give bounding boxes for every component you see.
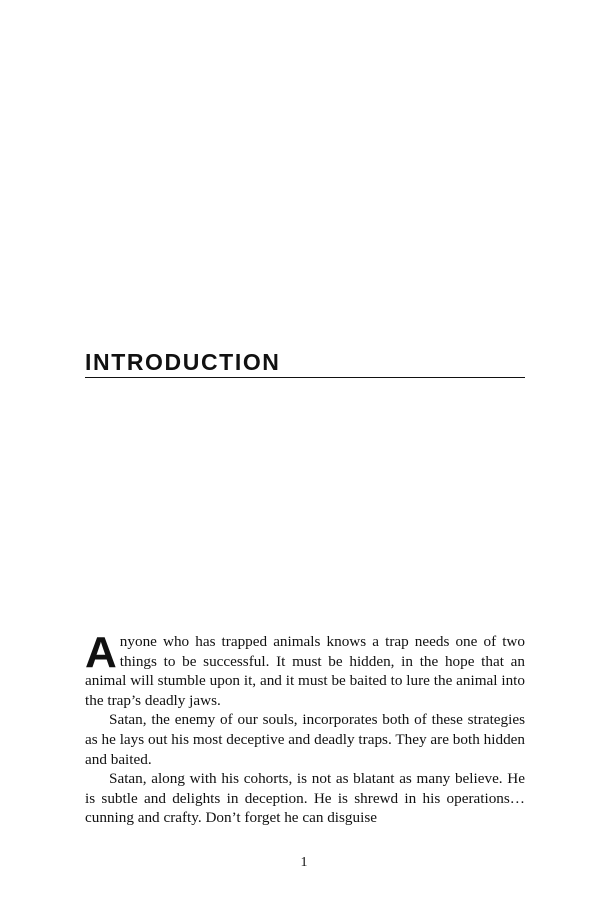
chapter-title: INTRODUCTION: [85, 349, 281, 375]
paragraph-1-text: nyone who has trapped animals knows a trap needs one of two things to be successful. It must be hidden, in the hope that an animal will stumble upon it, and it must be baited to lure the animal into the trap’s deadly jaws.: [85, 633, 525, 709]
paragraph-1: [85, 628, 525, 710]
drop-cap: A: [85, 628, 117, 677]
body-text: [85, 628, 525, 828]
page-number: 1: [300, 855, 308, 870]
title-underline-rule: [85, 377, 525, 378]
paragraph-2: Satan, the enemy of our souls, incorporates both of these strategies as he lays out his most deceptive and deadly traps. They are both hidden and baited.: [85, 711, 525, 768]
paragraph-3: Satan, along with his cohorts, is not as blatant as many believe. He is subtle and delights in deception. He is shrewd in his operations…cunning and crafty. Don’t forget he can disguise: [85, 770, 525, 827]
